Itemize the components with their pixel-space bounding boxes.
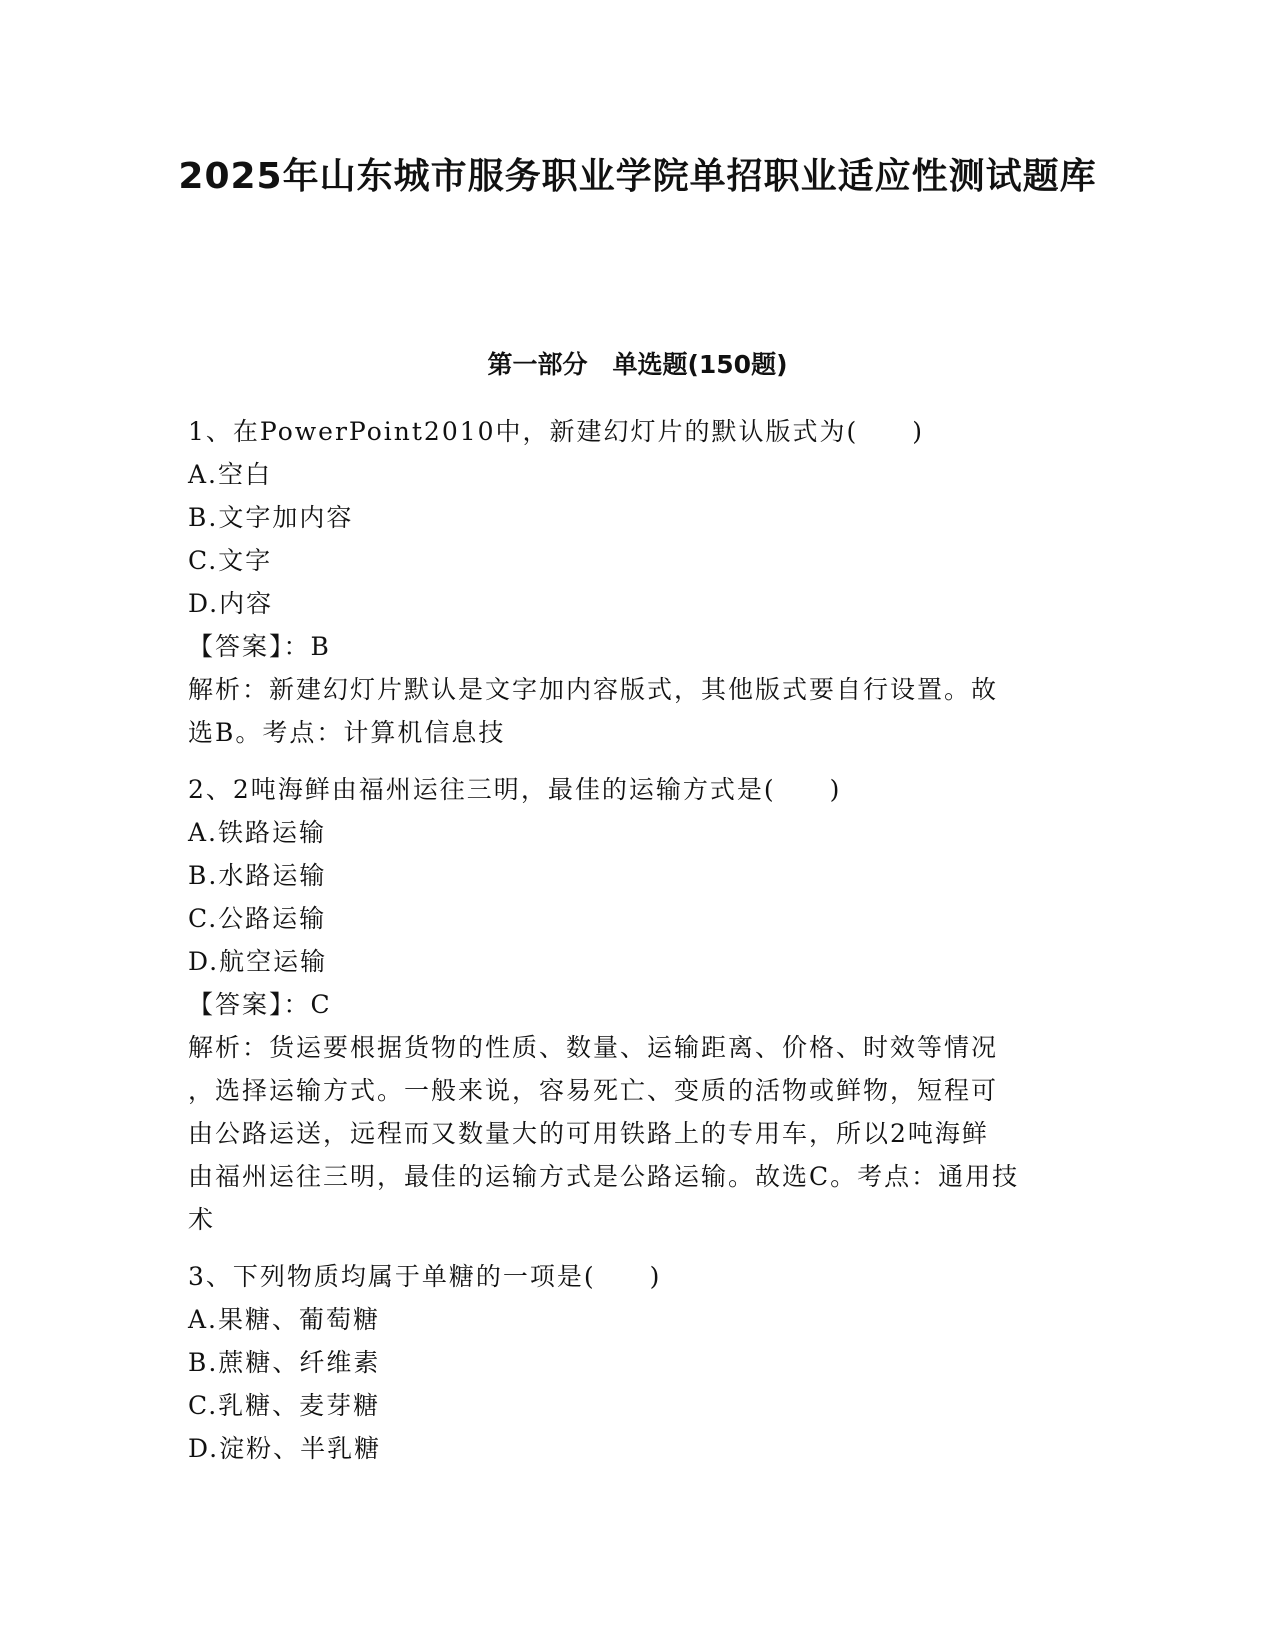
option-b: B.水路运输 xyxy=(188,861,327,890)
explanation-line: 解析：货运要根据货物的性质、数量、运输距离、价格、时效等情况 xyxy=(188,1033,999,1062)
explanation-line: 解析：新建幻灯片默认是文字加内容版式，其他版式要自行设置。故 xyxy=(188,675,999,704)
answer: 【答案】：B xyxy=(188,632,331,661)
question-stem: 1、在PowerPoint2010中，新建幻灯片的默认版式为( ) xyxy=(188,417,925,446)
section-heading: 第一部分 单选题(150题) xyxy=(487,350,788,379)
question-2 xyxy=(188,768,1088,1241)
explanation-line: 术 xyxy=(188,1205,216,1234)
explanation-line: 由公路运送，远程而又数量大的可用铁路上的专用车，所以2吨海鲜 xyxy=(188,1119,989,1148)
option-d: D.内容 xyxy=(188,589,274,618)
option-b: B.文字加内容 xyxy=(188,503,354,532)
option-a: A.果糖、葡萄糖 xyxy=(188,1305,381,1334)
question-stem: 3、下列物质均属于单糖的一项是( ) xyxy=(188,1262,662,1291)
option-b: B.蔗糖、纤维素 xyxy=(188,1348,381,1377)
question-stem: 2、2吨海鲜由福州运往三明，最佳的运输方式是( ) xyxy=(188,775,842,804)
explanation-line: 选B。考点：计算机信息技 xyxy=(188,718,506,747)
option-a: A.铁路运输 xyxy=(188,818,327,847)
question-list xyxy=(188,410,1088,1484)
answer: 【答案】：C xyxy=(188,990,332,1019)
option-c: C.公路运输 xyxy=(188,904,327,933)
document-title: 2025年山东城市服务职业学院单招职业适应性测试题库 xyxy=(178,156,1097,197)
option-c: C.文字 xyxy=(188,546,273,575)
option-d: D.航空运输 xyxy=(188,947,328,976)
question-3 xyxy=(188,1255,1088,1470)
option-a: A.空白 xyxy=(188,460,273,489)
option-c: C.乳糖、麦芽糖 xyxy=(188,1391,381,1420)
explanation-line: 由福州运往三明，最佳的运输方式是公路运输。故选C。考点：通用技 xyxy=(188,1162,1020,1191)
question-1 xyxy=(188,410,1088,754)
explanation-line: ，选择运输方式。一般来说，容易死亡、变质的活物或鲜物，短程可 xyxy=(188,1076,999,1105)
option-d: D.淀粉、半乳糖 xyxy=(188,1434,382,1463)
